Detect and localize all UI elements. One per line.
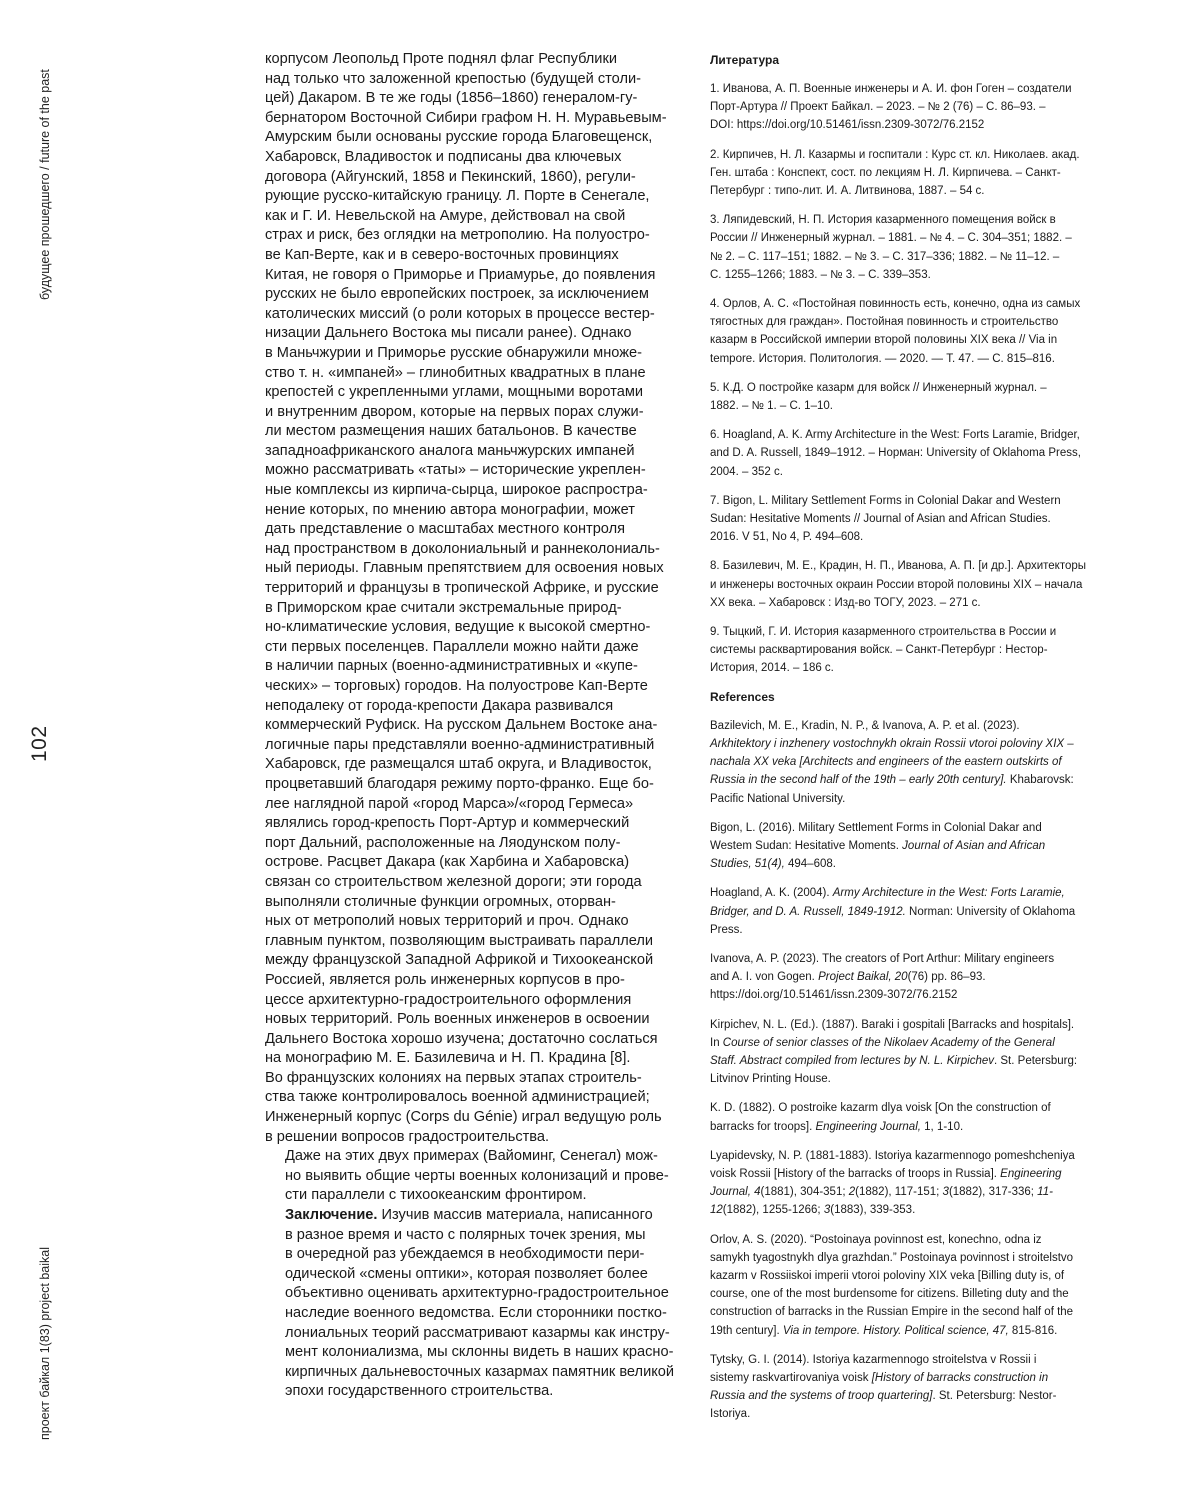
- ref-line: Pacific National University.: [710, 792, 846, 805]
- text-line: процветавший благодаря режиму порто-франко. Еще бо-: [265, 775, 654, 792]
- literature-line: системы расквартирования войск. – Санкт-Петербург : Нестор-: [710, 644, 1048, 657]
- ref-line: nachala XX veka [Architects and engineers of the eastern outskirts of: [710, 756, 1062, 769]
- text-line: над пространством в доколониальный и раннеколониаль-: [265, 540, 660, 557]
- reference-lyapidevsky: [710, 1147, 1120, 1220]
- text-line: Дальнего Востока хорошо изучена; достаточно сослаться: [265, 1030, 658, 1047]
- text-line: католических миссий (о роли которых в процессе вестер-: [265, 305, 655, 322]
- literature-line: 2016. V 51, No 4, P. 494–608.: [710, 531, 864, 544]
- text-line: нение которых, по мнению автора монографии, может: [265, 501, 635, 518]
- ref-line: construction of barracks in the Russian Empire in the second half of the: [710, 1306, 1074, 1319]
- literature-line: tempore. История. Политология. — 2020. — Т. 47. — С. 815–816.: [710, 352, 1055, 365]
- text-line: бернатором Восточной Сибири графом Н. Н. Муравьевым-: [265, 109, 667, 126]
- ref-line: Istoriya.: [710, 1408, 751, 1421]
- text-line: Даже на этих двух примерах (Вайоминг, Сенегал) мож-: [285, 1148, 658, 1165]
- literature-line: 4. Орлов, А. С. «Постойная повинность есть, конечно, одна из самых: [710, 298, 1081, 311]
- literature-item: [710, 426, 1120, 481]
- literature-line: 1. Иванова, А. П. Военные инженеры и А. И. фон Гоген – создатели: [710, 83, 1072, 95]
- literature-heading: Литература: [710, 53, 780, 67]
- text-line: Во французских колониях на первых этапах строитель-: [265, 1069, 642, 1086]
- ref-line: 19th century]. Via in tempore. History. Political science, 47, 815-816.: [710, 1324, 1058, 1337]
- reference-orlov: [710, 1231, 1120, 1340]
- text-line: наследие военного ведомства. Если сторонники постко-: [285, 1305, 667, 1321]
- reference-bigon: [710, 819, 1120, 874]
- text-line: связан со строительством железной дороги; эти города: [265, 873, 642, 890]
- text-line: острове. Расцвет Дакара (как Харбина и Хабаровска): [265, 854, 630, 871]
- reference-kd: [710, 1099, 1120, 1135]
- ref-line: samykh tyagostnykh dlya grazhdan.” Postoinaya povinnost i stroitelstvo: [710, 1251, 1074, 1264]
- text-line: договора (Айгунский, 1858 и Пекинский, 1860), регули-: [265, 168, 636, 185]
- ref-line: barracks for troops]. Engineering Journal, 1, 1-10.: [710, 1120, 964, 1133]
- ref-line: In Course of senior classes of the Nikolaev Academy of the General: [710, 1036, 1055, 1049]
- ref-line: course, one of the most burdensome for citizens. Billeting duty and the: [710, 1288, 1069, 1301]
- text-line: ства также контролировалось военной администрацией;: [265, 1089, 650, 1106]
- text-line: ные комплексы из кирпича-сырца, широкое распростра-: [265, 482, 648, 499]
- ref-line: Press.: [710, 923, 743, 936]
- ref-line: Russia in the second half of the 19th – early 20th century]. Khabarovsk:: [710, 774, 1074, 787]
- reference-hoagland: [710, 884, 1120, 939]
- text-line: ли местом размещения наших батальонов. В качестве: [265, 423, 637, 440]
- literature-line: 8. Базилевич, М. Е., Крадин, Н. П., Иванова, А. П. [и др.]. Архитекторы: [710, 560, 1087, 573]
- text-line: ных от метрополий новых территорий и проч. Однако: [265, 913, 629, 930]
- text-line: сти параллели с тихоокеанским фронтиром.: [285, 1187, 587, 1204]
- text-line: мент колониализма, мы склонны видеть в наших красно-: [285, 1344, 674, 1361]
- literature-line: Порт-Артура // Проект Байкал. – 2023. – № 2 (76) – С. 86–93. –: [710, 101, 1046, 114]
- literature-line: 2004. – 352 с.: [710, 465, 783, 478]
- conclusion-paragraph: [265, 1206, 685, 1402]
- literature-line: казарм в Российской империи второй половины XIX века // Via in: [710, 334, 1058, 347]
- literature-line: and D. A. Russell, 1849–1912. – Норман: University of Oklahoma Press,: [710, 447, 1081, 460]
- text-line: неподалеку от города-крепости Дакара развивался: [265, 697, 614, 714]
- literature-line: 2. Кирпичев, Н. Л. Казармы и госпитали : Курс ст. кл. Николаев. акад.: [710, 148, 1080, 161]
- literature-line: С. 1255–1266; 1883. – № 3. – С. 339–353.: [710, 268, 931, 281]
- ref-line: kazarm v Rossiiskoi imperii vtoroi poloviny XIX veka [Billing duty is, of: [710, 1269, 1065, 1282]
- text-line: дать представление о масштабах местного контроля: [265, 521, 626, 538]
- text-line: порт Дальний, расположенные на Ляодунском полу-: [265, 834, 621, 851]
- literature-item: [710, 295, 1120, 368]
- text-line: но-климатические условия, ведущие к высокой смертно-: [265, 619, 651, 636]
- ref-line: K. D. (1882). O postroike kazarm dlya voisk [On the construction of: [710, 1102, 1051, 1115]
- text-line: Инженерный корпус (Corps du Génie) играл ведущую роль: [265, 1109, 662, 1126]
- conclusion-first-line: Изучив массив материала, написанного: [377, 1207, 653, 1224]
- text-line: ческих» – торговых) городов. На полуострове Кап-Верте: [265, 678, 648, 694]
- bibliography-column: [710, 52, 1120, 1435]
- text-line: Хабаровск, Владивосток и подписаны два ключевых: [265, 148, 622, 165]
- literature-line: 3. Ляпидевский, Н. П. История казарменного помещения войск в: [710, 214, 1056, 227]
- literature-item: [710, 492, 1120, 547]
- literature-line: Sudan: Hesitative Moments // Journal of Asian and African Studies.: [710, 513, 1051, 526]
- main-paragraph-1: [265, 50, 685, 1147]
- text-line: в Приморском крае считали экстремальные природ-: [265, 599, 622, 616]
- text-line: коммерческий Руфиск. На русском Дальнем Востоке ана-: [265, 717, 658, 734]
- text-line: на монографию М. Е. Базилевича и Н. П. Крадина [8].: [265, 1050, 631, 1067]
- text-line: и внутренним двором, которые на первых порах служи-: [265, 403, 644, 420]
- text-line: логичные пары представляли военно-административный: [265, 736, 655, 753]
- ref-line: Orlov, A. S. (2020). “Postoinaya povinnost est, konechno, odna iz: [710, 1233, 1042, 1246]
- page-number: 102: [28, 725, 51, 762]
- literature-item: [710, 379, 1120, 415]
- text-line: выполняли столичные функции огромных, оторван-: [265, 893, 616, 910]
- main-paragraph-2: [265, 1147, 685, 1206]
- ref-line: Studies, 51(4), 494–608.: [710, 858, 836, 871]
- reference-ivanova: [710, 950, 1120, 1005]
- text-line: русских не было европейских построек, за исключением: [265, 286, 649, 303]
- main-text-column: [265, 50, 685, 1402]
- text-line: низации Дальнего Востока мы писали ранее). Однако: [265, 325, 632, 342]
- literature-line: России // Инженерный журнал. – 1881. – № 4. – С. 304–351; 1882. –: [710, 232, 1072, 245]
- ref-line: Staff. Abstract compiled from lectures by N. L. Kirpichev. St. Petersburg:: [710, 1054, 1078, 1067]
- literature-line: тягостных для граждан». Постойная повинность и строительство: [710, 316, 1059, 329]
- text-line: как и Г. И. Невельской на Амуре, действовал на свой: [265, 207, 626, 224]
- text-line: страх и риск, без оглядки на метрополию. На полуостро-: [265, 227, 650, 244]
- reference-kirpichev: [710, 1016, 1120, 1089]
- text-line: Китая, не говоря о Приморье и Приамурье, до появления: [265, 266, 656, 283]
- text-line: Хабаровск, где размещался штаб округа, и Владивосток,: [265, 756, 652, 773]
- ref-line: Kirpichev, N. L. (Ed.). (1887). Baraki i gospitali [Barracks and hospitals].: [710, 1018, 1075, 1031]
- literature-line: 1882. – № 1. – С. 1–10.: [710, 400, 833, 413]
- text-line: в очередной раз убеждаемся в необходимости пери-: [285, 1246, 645, 1263]
- text-line: над только что заложенной крепостью (будущей столи-: [265, 70, 642, 87]
- ref-line: Arkhitektory i inzhenery vostochnykh okrain Rossii vtoroi poloviny XIX –: [710, 737, 1074, 750]
- journal-footer: проект байкал 1(83) project baikal: [38, 1246, 52, 1440]
- literature-item: [710, 146, 1120, 201]
- text-line: но выявить общие черты военных колонизаций и прове-: [285, 1167, 669, 1184]
- text-line: главным пунктом, позволяющим выстраивать параллели: [265, 932, 654, 949]
- text-line: в разное время и часто с полярных точек зрения, мы: [285, 1226, 646, 1243]
- literature-line: XX века. – Хабаровск : Изд-во ТОГУ, 2023. – 271 с.: [710, 596, 981, 609]
- text-line: сти первых поселенцев. Параллели можно найти даже: [265, 638, 639, 655]
- literature-list: [710, 80, 1120, 678]
- text-line: ство т. н. «импаней» – глинобитных квадратных в плане: [265, 364, 646, 381]
- text-line: территорий и французы в тропической Африке, и русские: [265, 580, 659, 597]
- reference-tytsky: [710, 1351, 1120, 1424]
- ref-line: Russia and the systems of troop quartering]. St. Petersburg: Nestor-: [710, 1390, 1057, 1403]
- text-line: лониальных теорий рассматривают казармы как инстру-: [285, 1324, 670, 1341]
- running-title: будущее прошедшего / future of the past: [38, 69, 52, 300]
- literature-line: 9. Тыцкий, Г. И. История казарменного строительства в России и: [710, 626, 1057, 639]
- ref-line: Litvinov Printing House.: [710, 1073, 831, 1086]
- text-line: западноафриканского аналога маньчжурских импаней: [265, 442, 635, 459]
- literature-line: и инженеры восточных окраин России второй половины XIX – начала: [710, 578, 1083, 591]
- ref-line: Westem Sudan: Hesitative Moments. Journal of Asian and African: [710, 839, 1046, 852]
- ref-line: sistemy raskvartirovaniya voisk [History of barracks construction in: [710, 1371, 1049, 1384]
- text-line: в решении вопросов градостроительства.: [265, 1128, 550, 1145]
- ref-line: Journal, 4(1881), 304-351; 2(1882), 117-151; 3(1882), 317-336; 11-: [710, 1186, 1053, 1199]
- text-line: объективно оценивать архитектурно-градостроительное: [285, 1285, 669, 1302]
- text-line: Амурским были основаны русские города Благовещенск,: [265, 129, 653, 146]
- text-line: цей) Дакаром. В те же годы (1856–1860) генералом-гу-: [265, 90, 638, 107]
- literature-line: DOI: https://doi.org/10.51461/issn.2309-3072/76.2152: [710, 119, 985, 132]
- literature-item: [710, 623, 1120, 678]
- text-line: между французской Западной Африкой и Тихоокеанской: [265, 952, 654, 969]
- literature-item: [710, 80, 1120, 135]
- text-line: эпохи государственного строительства.: [285, 1383, 554, 1400]
- text-line: являлись город-крепость Порт-Артур и коммерческий: [265, 815, 630, 832]
- literature-line: № 2. – С. 117–151; 1882. – № 3. – С. 317–336; 1882. – № 11–12. –: [710, 250, 1060, 263]
- ref-line: Bigon, L. (2016). Military Settlement Forms in Colonial Dakar and: [710, 821, 1042, 834]
- text-line: ный периоды. Главным препятствием для освоения новых: [265, 560, 664, 577]
- ref-line: Bridger, and D. A. Russell, 1849-1912. Norman: University of Oklahoma: [710, 905, 1076, 918]
- ref-line: voisk Rossii [History of the barracks of troops in Russia]. Engineering: [710, 1167, 1062, 1180]
- ref-line: Hoagland, A. K. (2004). Army Architecture in the West: Forts Laramie,: [710, 887, 1065, 900]
- text-line: одической «смены оптики», которая позволяет более: [285, 1265, 648, 1282]
- text-line: новых территорий. Роль военных инженеров в освоении: [265, 1011, 650, 1028]
- literature-line: История, 2014. – 186 с.: [710, 662, 834, 675]
- text-line: в Маньчжурии и Приморье русские обнаружили множе-: [265, 344, 642, 361]
- literature-line: Ген. штаба : Конспект, сост. по лекциям Н. Л. Кирпичева. – Санкт-: [710, 166, 1061, 179]
- text-line: Россией, является роль инженерных корпусов в про-: [265, 971, 625, 988]
- ref-line: Ivanova, A. P. (2023). The creators of Port Arthur: Military engineers: [710, 952, 1055, 965]
- ref-line: Bazilevich, M. E., Kradin, N. P., & Ivanova, A. P. et al. (2023).: [710, 719, 1020, 732]
- text-line: крепостей с укрепленными углами, мощными воротами: [265, 384, 644, 401]
- text-line: цессе архитектурно-градостроительного оформления: [265, 991, 632, 1008]
- ref-line: 12(1882), 1255-1266; 3(1883), 339-353.: [710, 1204, 916, 1217]
- text-line: ве Кап-Верте, как и в северо-восточных провинциях: [265, 246, 619, 263]
- literature-line: 7. Bigon, L. Military Settlement Forms in Colonial Dakar and Western: [710, 494, 1061, 507]
- literature-line: Петербург : типо-лит. И. А. Литвинова, 1887. – 54 с.: [710, 185, 985, 198]
- reference-bazilevich: [710, 717, 1120, 808]
- text-line: лее наглядной парой «город Марса»/«город Гермеса»: [265, 795, 634, 812]
- text-line: можно рассматривать «таты» – исторические укреплен-: [265, 462, 646, 479]
- text-line: в наличии парных (военно-административных и «купе-: [265, 658, 638, 675]
- literature-line: 6. Hoagland, A. K. Army Architecture in the West: Forts Laramie, Bridger,: [710, 429, 1080, 442]
- literature-item: [710, 557, 1120, 612]
- ref-line: and A. I. von Gogen. Project Baikal, 20(76) pp. 86–93.: [710, 971, 986, 984]
- literature-line: 5. К.Д. О постройке казарм для войск // Инженерный журнал. –: [710, 381, 1047, 394]
- text-line: рующие русско-китайскую границу. Л. Порте в Сенегале,: [265, 188, 650, 205]
- references-heading: References: [710, 689, 775, 704]
- literature-item: [710, 211, 1120, 284]
- ref-line: Lyapidevsky, N. P. (1881-1883). Istoriya kazarmennogo pomeshcheniya: [710, 1149, 1075, 1162]
- text-line: кирпичных дальневосточных казармах памятник великой: [285, 1363, 675, 1380]
- conclusion-heading: Заключение.: [285, 1207, 378, 1224]
- text-line: корпусом Леопольд Проте поднял флаг Республики: [265, 51, 617, 67]
- ref-line: https://doi.org/10.51461/issn.2309-3072/76.2152: [710, 989, 958, 1002]
- ref-line: Tytsky, G. I. (2014). Istoriya kazarmennogo stroitelstva v Rossii i: [710, 1353, 1037, 1366]
